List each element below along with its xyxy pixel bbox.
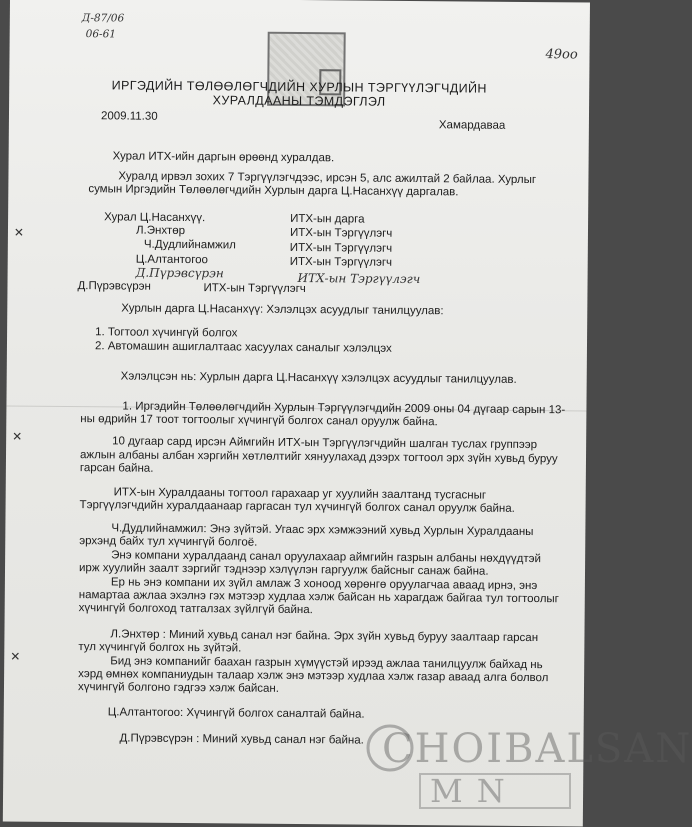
paragraph-line: хэрд өмнөх компаниудын талаар хэлж энэ мэтээр худлаа хэлж газар аваад алга болвол <box>78 668 549 685</box>
member-role: ИТХ-ын Тэргүүлэгч <box>289 255 393 269</box>
member-name: Ч.Дудлийнамжил <box>143 238 236 252</box>
agenda-item: 1. Тогтоол хүчингүй болгох <box>95 326 238 340</box>
paragraph-line: эрхэнд байх тул хүчингүй болгоё. <box>79 535 258 549</box>
member-name: Хурал Ц.Насанхүү. <box>104 211 206 225</box>
document-title-line1: ИРГЭДИЙН ТӨЛӨӨЛӨГЧДИЙН ХУРЛЫН ТЭРГҮҮЛЭГЧДИЙН <box>111 78 487 96</box>
member-role: ИТХ-ын дарга <box>290 212 365 226</box>
member-role: ИТХ-ын Тэргүүлэгч <box>289 226 393 240</box>
document-title-line2: ХУРАЛДААНЫ ТЭМДЭГЛЭЛ <box>212 93 386 109</box>
paragraph-line: Ер нь энэ компани их зүйл амлаж 3 хоноод хөрөнгө оруулагчаа аваад ирнэ, энэ <box>110 576 538 593</box>
paragraph-line: ны өдрийн 17 тоот тогтоолыг хүчингүй болгох санал оруулж байна. <box>80 413 438 429</box>
punch-mark-icon: ✕ <box>12 429 23 444</box>
paragraph-line: Ц.Алтантогоо: Хүчингүй болгох саналтай байна. <box>107 706 365 721</box>
paragraph-line: хүчингүй болгоход татгалзах зүйлгүй байна. <box>78 602 313 617</box>
paragraph-line: ИТХ-ын Хуралдааны тогтоол гарахаар уг хуулийн заалтанд тусгасныг <box>113 486 487 502</box>
paragraph-line: гарсан байна. <box>79 462 154 475</box>
handwritten-reference: Д-87/06 <box>81 12 125 25</box>
meeting-place: Хамардаваа <box>438 119 506 132</box>
paragraph-line: тул хүчингүй болгох нь зүйтэй. <box>78 641 242 655</box>
member-role-handwritten: ИТХ-ын Тэргүүлэгч <box>297 270 421 287</box>
paragraph-line: Ч.Дудлийнамжил: Энэ зүйтэй. Угаас эрх хэмжээний хувьд Хурлын Хуралдааны <box>111 522 534 539</box>
discussion-intro: Хэлэлцсэн нь: Хурлын дарга Ц.Насанхүү хэлэлцэх асуудлыг танилцуулав. <box>120 370 517 386</box>
paragraph-line: Д.Пүрэвсүрэн : Миний хувьд санал нэг байна. <box>119 732 364 747</box>
paragraph-line: Л.Энхтөр : Миний хувьд санал нэг байна. Эрх зүйн хувьд буруу заалтаар гарсан <box>110 628 539 645</box>
punch-mark-icon: ✕ <box>13 225 25 240</box>
agenda-item: 2. Автомашин ашиглалтаас хасуулах саналыг хэлэлцэх <box>94 340 392 355</box>
paragraph-line: Бид энэ компанийг баахан газрын хүмүүстэй ирээд ажлаа танилцуулж байхад нь <box>110 655 543 672</box>
meeting-date: 2009.11.30 <box>100 110 158 123</box>
paragraph-line: намартаа ажлаа эхэлнэ гэх мэтээр худлаа хэлж байсан нь харагдаж байгаа тул тогтоолыг <box>78 589 559 606</box>
member-role-typed: ИТХ-ын Тэргүүлэгч <box>203 282 306 296</box>
handwritten-page-number: 49оо <box>545 47 578 63</box>
watermark-line2: MN <box>430 772 519 810</box>
paragraph-line: ажлын албаны албан хэргийн хөтлөлтийг хянуулахад дээрх тогтоол эрх зүйн хувьд буруу <box>79 449 558 466</box>
paragraph-line: ирж хуулийн заалт зэргийг тэднээр хэлүүлэн гаргуулж байсныг санаж байна. <box>78 562 489 578</box>
paragraph-line: хүчингүй болгоно гэдгээ хэлж байсан. <box>77 681 280 695</box>
watermark-line1: CHOIBALSAN <box>382 726 692 772</box>
paragraph-line: Энэ компани хуралдаанд санал оруулахаар аймгийн газрын албаны нөхдүүдтэй <box>111 549 541 566</box>
member-name: Ц.Алтантогоо <box>135 253 209 267</box>
member-name-handwritten: Д.Пүрэвсүрэн <box>135 265 224 281</box>
member-name-typed: Д.Пүрэвсүрэн <box>77 280 151 293</box>
attendance-line-1: Хуралд ирвэл зохих 7 Тэргүүлэгчдээс, ирсэн 5, алс ажилтай 2 байлаа. Хурлыг <box>118 170 537 187</box>
punch-mark-icon: ✕ <box>10 649 21 664</box>
paragraph-line: 1. Иргэдийн Төлөөлөгчдийн Хурлын Тэргүүлэгчдийн 2009 оны 04 дүгаар сарын 13- <box>122 400 566 417</box>
paragraph-line: Тэргүүлэгчдийн хуралдаанаар гаргасан тул хүчингүй болгох санал оруулж байна. <box>79 499 515 515</box>
handwritten-reference-2: 06-61 <box>85 28 117 41</box>
agenda-intro: Хурлын дарга Ц.Насанхүү: Хэлэлцэх асуудлыг танилцуулав: <box>121 302 444 318</box>
opening-line: Хурал ИТХ-ийн даргын өрөөнд хуралдав. <box>112 150 335 165</box>
attendance-line-2: сумын Иргэдийн Төлөөлөгчдийн Хурлын дарга Ц.Насанхүү даргалав. <box>88 183 459 199</box>
member-role: ИТХ-ын Тэргүүлэгч <box>289 241 393 255</box>
document-page <box>3 0 590 826</box>
site-watermark <box>360 722 692 814</box>
paragraph-line: 10 дугаар сард ирсэн Аймгийн ИТХ-ын Тэргүүлэгчдийн шалган туслах группээр <box>112 435 538 452</box>
member-name: Л.Энхтөр <box>135 224 186 238</box>
